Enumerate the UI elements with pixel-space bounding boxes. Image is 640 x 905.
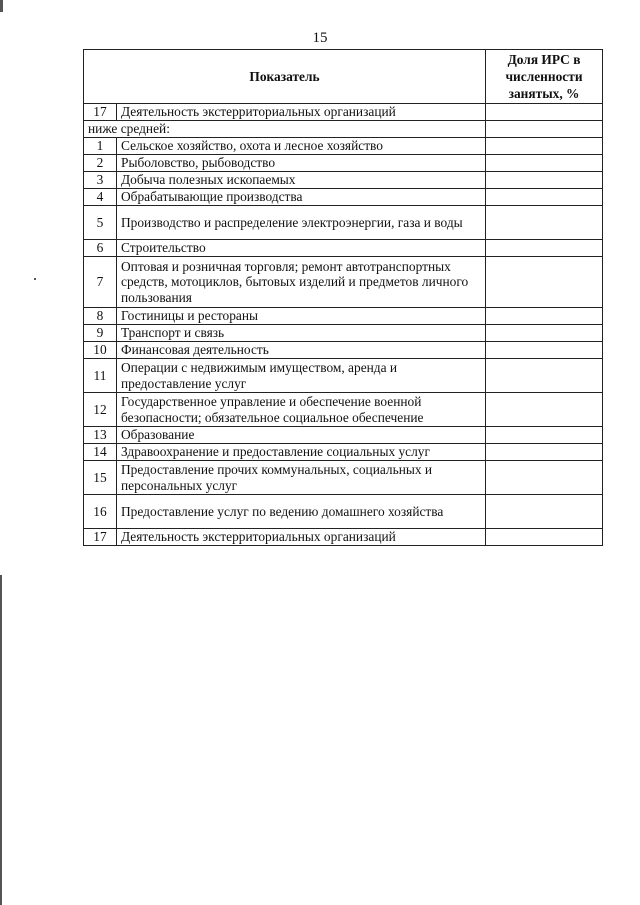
row-indicator: Производство и распределение электроэнергии, газа и воды [117, 206, 486, 240]
row-indicator: Операции с недвижимым имуществом, аренда и предоставление услуг [117, 359, 486, 393]
table-row [84, 461, 603, 495]
table-section-row [84, 121, 603, 138]
table-row [84, 444, 603, 461]
row-share [486, 172, 603, 189]
row-number: 7 [84, 257, 117, 308]
row-share [486, 206, 603, 240]
table-row [84, 240, 603, 257]
row-share [486, 359, 603, 393]
row-indicator: Добыча полезных ископаемых [117, 172, 486, 189]
section-label: ниже средней: [84, 121, 486, 138]
row-indicator: Образование [117, 427, 486, 444]
row-number: 11 [84, 359, 117, 393]
table-row [84, 257, 603, 308]
row-number: 8 [84, 308, 117, 325]
row-share [486, 155, 603, 172]
row-share [486, 308, 603, 325]
header-indicator: Показатель [84, 50, 486, 104]
table-row-lead [84, 104, 603, 121]
row-number: 17 [84, 529, 117, 546]
table-header-row [84, 50, 603, 104]
indicator-table [83, 49, 603, 546]
row-indicator: Транспорт и связь [117, 325, 486, 342]
row-share [486, 393, 603, 427]
page-number: 15 [312, 30, 328, 46]
row-number: 2 [84, 155, 117, 172]
row-number: 13 [84, 427, 117, 444]
row-indicator: Сельское хозяйство, охота и лесное хозяйство [117, 138, 486, 155]
scan-edge-mark-bottom [0, 575, 2, 905]
row-indicator: Финансовая деятельность [117, 342, 486, 359]
row-indicator: Строительство [117, 240, 486, 257]
row-indicator: Предоставление прочих коммунальных, социальных и персональных услуг [117, 461, 486, 495]
table-row [84, 138, 603, 155]
table-row [84, 529, 603, 546]
row-share [486, 104, 603, 121]
section-share [486, 121, 603, 138]
table-row [84, 325, 603, 342]
row-indicator: Деятельность экстерриториальных организаций [117, 529, 486, 546]
table-row [84, 308, 603, 325]
row-number: 10 [84, 342, 117, 359]
table-row [84, 155, 603, 172]
row-share [486, 257, 603, 308]
row-number: 12 [84, 393, 117, 427]
row-number: 9 [84, 325, 117, 342]
row-number: 14 [84, 444, 117, 461]
table-row [84, 172, 603, 189]
row-number: 6 [84, 240, 117, 257]
header-share: Доля ИРС в численности занятых, % [486, 50, 603, 104]
row-indicator: Предоставление услуг по ведению домашнего хозяйства [117, 495, 486, 529]
row-share [486, 427, 603, 444]
row-indicator: Оптовая и розничная торговля; ремонт автотранспортных средств, мотоциклов, бытовых изделий и предметов личного пользования [117, 257, 486, 308]
row-indicator: Здравоохранение и предоставление социальных услуг [117, 444, 486, 461]
table-body [84, 104, 603, 546]
row-share [486, 189, 603, 206]
row-share [486, 240, 603, 257]
table-row [84, 342, 603, 359]
table-row [84, 495, 603, 529]
row-number: 16 [84, 495, 117, 529]
table-row [84, 189, 603, 206]
row-number: 17 [84, 104, 117, 121]
row-indicator: Государственное управление и обеспечение военной безопасности; обязательное социальное обеспечение [117, 393, 486, 427]
row-number: 1 [84, 138, 117, 155]
row-number: 3 [84, 172, 117, 189]
row-share [486, 342, 603, 359]
row-number: 5 [84, 206, 117, 240]
row-share [486, 138, 603, 155]
row-indicator: Обрабатывающие производства [117, 189, 486, 206]
row-indicator: Гостиницы и рестораны [117, 308, 486, 325]
row-share [486, 325, 603, 342]
row-share [486, 495, 603, 529]
table-row [84, 359, 603, 393]
table-row [84, 206, 603, 240]
row-indicator: Рыболовство, рыбоводство [117, 155, 486, 172]
scan-speck [34, 278, 36, 280]
row-number: 4 [84, 189, 117, 206]
table-row [84, 427, 603, 444]
row-share [486, 444, 603, 461]
row-share [486, 461, 603, 495]
table-row [84, 393, 603, 427]
row-number: 15 [84, 461, 117, 495]
row-share [486, 529, 603, 546]
row-indicator: Деятельность экстерриториальных организаций [117, 104, 486, 121]
scan-edge-mark-top [0, 0, 3, 12]
